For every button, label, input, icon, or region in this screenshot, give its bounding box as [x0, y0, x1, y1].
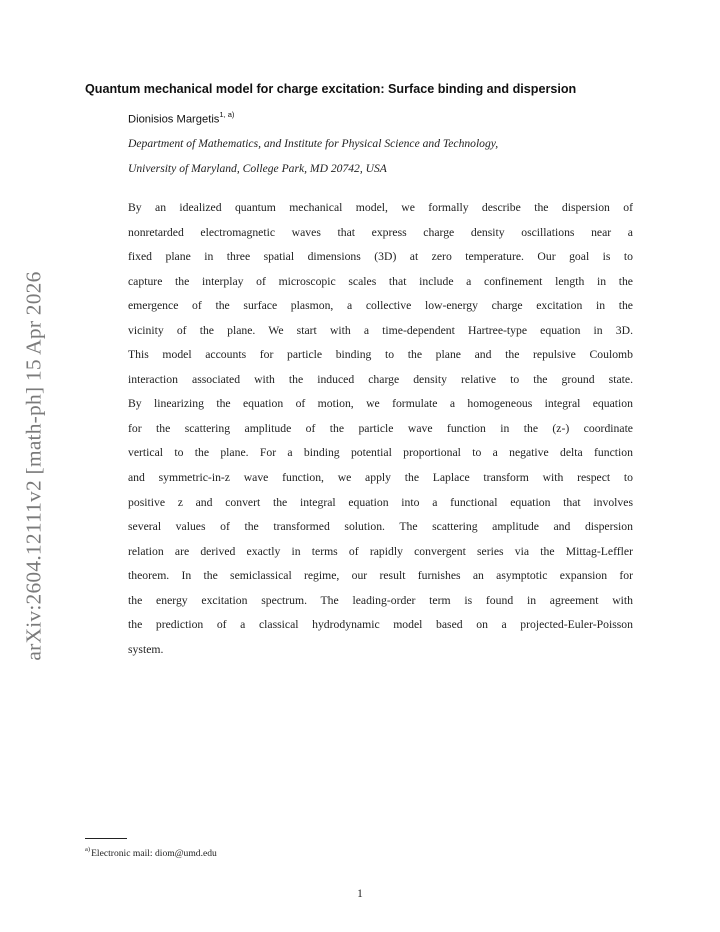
- abstract-line: and symmetric-in-z wave function, we apply the Laplace transform with respect to: [128, 471, 633, 485]
- abstract-line: the energy excitation spectrum. The leading-order term is found in agreement with: [128, 593, 633, 607]
- abstract: [128, 200, 633, 666]
- affiliation-line-1: Department of Mathematics, and Institute for Physical Science and Technology,: [128, 137, 499, 150]
- abstract-line: theorem. In the semiclassical regime, our result furnishes an asymptotic expansion for: [128, 569, 633, 583]
- author-line: [128, 111, 234, 126]
- footnote-text: Electronic mail: diom@umd.edu: [91, 848, 217, 860]
- arxiv-identifier-stamp: arXiv:2604.12111v2 [math-ph] 15 Apr 2026: [21, 271, 46, 661]
- abstract-line: By an idealized quantum mechanical model, we formally describe the dispersion of: [128, 201, 633, 214]
- footnote-divider: [85, 838, 127, 839]
- abstract-line: This model accounts for particle binding to the plane and the repulsive Coulomb: [128, 348, 633, 362]
- abstract-line: for the scattering amplitude of the particle wave function in the (z-) coordinate: [128, 421, 633, 435]
- paper-title: Quantum mechanical model for charge excitation: Surface binding and dispersion: [85, 82, 577, 96]
- abstract-line: emergence of the surface plasmon, a collective low-energy charge excitation in the: [128, 299, 633, 313]
- abstract-line: vertical to the plane. For a binding potential proportional to a negative delta function: [128, 446, 633, 460]
- page-number: 1: [357, 888, 363, 900]
- abstract-line: nonretarded electromagnetic waves that express charge density oscillations near a: [128, 225, 633, 239]
- footnote-mark: a): [85, 846, 91, 853]
- abstract-line: vicinity of the plane. We start with a time-dependent Hartree-type equation in 3D.: [128, 323, 633, 337]
- abstract-line: capture the interplay of microscopic scales that include a confinement length in the: [128, 274, 633, 288]
- abstract-line: the prediction of a classical hydrodynamic model based on a projected-Euler-Poisson: [128, 618, 633, 632]
- affiliation-line-2: University of Maryland, College Park, MD 20742, USA: [128, 162, 387, 175]
- footnote: [85, 847, 217, 859]
- abstract-line: relation are derived exactly in terms of rapidly convergent series via the Mittag-Leffler: [128, 544, 633, 558]
- author-affiliation-mark: 1, a): [219, 110, 235, 119]
- abstract-line: system.: [128, 642, 164, 656]
- abstract-line: interaction associated with the induced charge density relative to the ground state.: [128, 372, 633, 386]
- abstract-line: By linearizing the equation of motion, we formulate a homogeneous integral equation: [128, 397, 633, 411]
- author-name: Dionisios Margetis: [128, 113, 220, 126]
- abstract-line: fixed plane in three spatial dimensions (3D) at zero temperature. Our goal is to: [128, 250, 633, 264]
- abstract-line: positive z and convert the integral equation into a functional equation that involves: [128, 495, 633, 509]
- abstract-line: several values of the transformed solution. The scattering amplitude and dispersion: [128, 520, 633, 534]
